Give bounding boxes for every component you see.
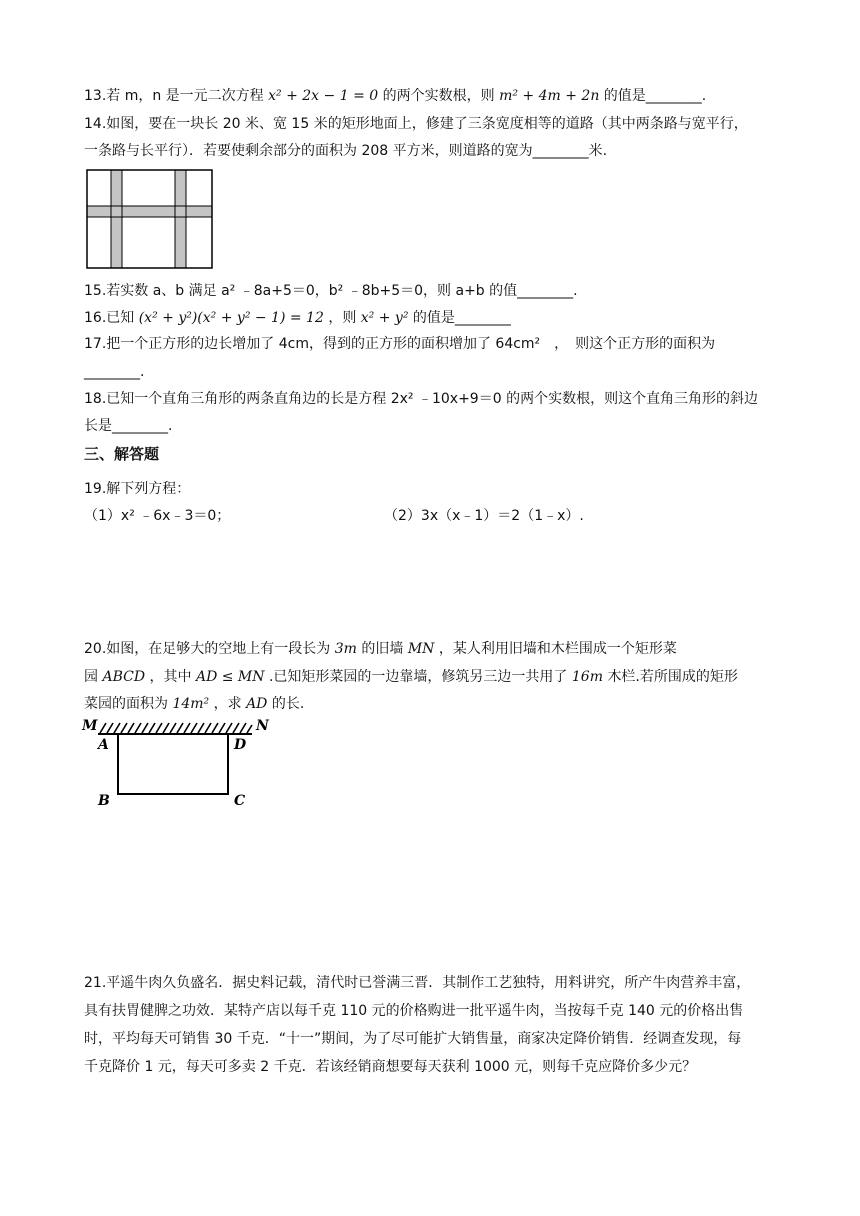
- q20-text: 菜园的面积为: [84, 696, 168, 712]
- q13-middle: 的两个实数根，则: [382, 88, 495, 104]
- label-C: C: [234, 793, 246, 809]
- q14-line-2: 一条路与长平行）．若要使剩余部分的面积为 208 平方米，则道路的宽为________米.: [84, 143, 608, 159]
- q20-line-1: [84, 639, 784, 659]
- q20-math: 16m: [571, 669, 603, 685]
- label-A: A: [98, 737, 109, 753]
- q13-expression: m² + 4m + 2n: [499, 88, 600, 104]
- question-16: [84, 308, 784, 328]
- q19-title: 19.解下列方程：: [84, 481, 191, 497]
- q20-text: ，某人利用旧墙和木栏围成一个矩形菜: [438, 641, 677, 657]
- q20-text: 木栏.若所围成的矩形: [607, 669, 738, 685]
- wall-hatching: [98, 723, 252, 734]
- label-B: B: [98, 793, 110, 809]
- q20-text: 园: [84, 669, 98, 685]
- q20-line-3: [84, 694, 784, 714]
- q21-line-1: 21.平遥牛肉久负盛名．据史料记载，清代时已誉满三晋．其制作工艺独特，用料讲究，所产牛肉营养丰富，: [84, 975, 751, 991]
- q16-prefix: 16.已知: [84, 310, 135, 326]
- q17-line-2: ________.: [84, 364, 145, 380]
- road-horizontal: [87, 206, 212, 217]
- q20-math: 14m²: [172, 696, 210, 712]
- question-13: [84, 86, 784, 106]
- q14-line-1: 14.如图，要在一块长 20 米、宽 15 米的矩形地面上，修建了三条宽度相等的道路（其中两条路与宽平行，: [84, 116, 748, 132]
- q20-text: .已知矩形菜园的一边靠墙，修筑另三边一共用了: [268, 669, 568, 685]
- q21-line-4: 千克降价 1 元，每天可多卖 2 千克．若该经销商想要每天获利 1000 元，则每千克应降价多少元？: [84, 1059, 697, 1075]
- q20-math: AD ≤ MN: [195, 669, 265, 685]
- q19-part-2: （2）3x（x﹣1）＝2（1﹣x）.: [384, 508, 584, 524]
- road-vertical-right: [175, 170, 186, 268]
- q20-text: ，求: [213, 696, 242, 712]
- q18-line-1: 18.已知一个直角三角形的两条直角边的长是方程 2x² ﹣10x+9＝0 的两个实数根，则这个直角三角形的斜边: [84, 391, 759, 407]
- field-outline: [87, 170, 212, 268]
- q21-line-2: 具有扶胃健脾之功效．某特产店以每千克 110 元的价格购进一批平遥牛肉，当按每千克 140 元的价格出售: [84, 1003, 744, 1019]
- q20-text: 的长.: [271, 696, 305, 712]
- q20-math: AD: [246, 696, 268, 712]
- q20-text: 20.如图，在足够大的空地上有一段长为: [84, 641, 331, 657]
- q16-suffix: 的值是________: [412, 310, 511, 326]
- q20-math: 3m: [334, 641, 357, 657]
- q17-line-1: 17.把一个正方形的边长增加了 4cm，得到的正方形的面积增加了 64cm² ， 则这个正方形的面积为: [84, 336, 716, 352]
- label-M: M: [82, 718, 98, 734]
- q20-math: MN: [407, 641, 435, 657]
- q16-expression: x² + y²: [360, 310, 409, 326]
- q20-figure-garden: [80, 716, 280, 812]
- q20-text: ，其中: [149, 669, 192, 685]
- label-D: D: [234, 737, 247, 753]
- road-vertical-left: [111, 170, 122, 268]
- question-15: 15.若实数 a、b 满足 a² ﹣8a+5＝0，b² ﹣8b+5＝0，则 a+b 的值________.: [84, 283, 578, 299]
- q21-line-3: 时，平均每天可销售 30 千克．“十一”期间，为了尽可能扩大销售量，商家决定降价销售．经调查发现，每: [84, 1031, 742, 1047]
- q14-figure-roads: [86, 169, 216, 271]
- q13-prefix: 13.若 m，n 是一元二次方程: [84, 88, 264, 104]
- q16-middle: ，则: [328, 310, 357, 326]
- q20-text: 的旧墙: [361, 641, 404, 657]
- q20-math: ABCD: [102, 669, 146, 685]
- q20-line-2: [84, 667, 784, 687]
- q13-equation: x² + 2x − 1 = 0: [268, 88, 379, 104]
- section-title-3: 三、解答题: [84, 445, 160, 463]
- q19-part-1: （1）x² ﹣6x﹣3＝0；: [84, 508, 231, 524]
- q18-line-2: 长是________.: [84, 418, 173, 434]
- q13-suffix: 的值是________.: [603, 88, 707, 104]
- q16-equation: (x² + y²)(x² + y² − 1) = 12: [138, 310, 324, 326]
- garden-fence: [118, 734, 228, 794]
- label-N: N: [256, 718, 269, 734]
